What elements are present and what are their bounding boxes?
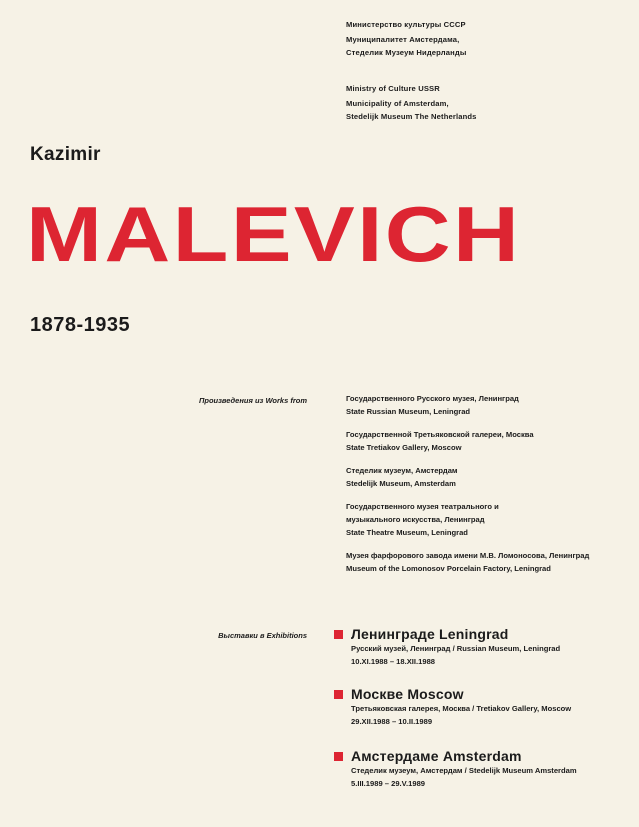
exhibition-item	[334, 626, 560, 668]
header-russian	[346, 18, 466, 59]
work-line: Стеделик музеум, Амстердам	[346, 466, 458, 475]
exhibitions-label: Выставки в Exhibitions	[218, 631, 307, 640]
exhibition-item	[334, 748, 577, 790]
exhibition-item	[334, 686, 571, 728]
header-ru-line: Министерство культуры СССР	[346, 20, 466, 29]
red-square-icon	[334, 752, 343, 761]
artist-first-name: Kazimir	[30, 144, 101, 165]
work-line: State Theatre Museum, Leningrad	[346, 528, 468, 537]
header-en-line: Municipality of Amsterdam,	[346, 99, 449, 108]
header-ru-line: Муниципалитет Амстердама,	[346, 35, 460, 44]
exhibition-city: Москве Moscow	[351, 686, 464, 702]
exhibition-dates: 10.XI.1988 – 18.XII.1988	[351, 657, 436, 666]
exhibition-city: Ленинграде Leningrad	[351, 626, 509, 642]
header-en-line: Stedelijk Museum The Netherlands	[346, 112, 477, 121]
work-line: Государственного музея театрального и	[346, 502, 499, 511]
red-square-icon	[334, 690, 343, 699]
list-item	[346, 392, 631, 418]
work-line: Stedelijk Museum, Amsterdam	[346, 479, 456, 488]
list-item	[346, 549, 631, 575]
red-square-icon	[334, 630, 343, 639]
list-item	[346, 464, 631, 490]
work-line: музыкального искусства, Ленинград	[346, 515, 485, 524]
exhibition-venue: Стеделик музеум, Амстердам / Stedelijk Museum Amsterdam	[351, 766, 577, 775]
exhibition-venue: Русский музей, Ленинград / Russian Museum, Leningrad	[351, 644, 561, 653]
work-line: Государственного Русского музея, Ленинград	[346, 394, 519, 403]
works-from-label: Произведения из Works from	[198, 396, 307, 405]
artist-surname: MALEVICH	[26, 190, 522, 278]
exhibition-city: Амстердаме Amsterdam	[351, 748, 522, 764]
work-line: Museum of the Lomonosov Porcelain Factory, Leningrad	[346, 564, 551, 573]
header-english	[346, 82, 477, 123]
artist-years: 1878-1935	[30, 314, 131, 336]
exhibition-dates: 29.XII.1988 – 10.II.1989	[351, 717, 433, 726]
work-line: State Tretiakov Gallery, Moscow	[346, 443, 462, 452]
header-ru-line: Стеделик Музеум Нидерланды	[346, 48, 467, 57]
exhibition-venue: Третьяковская галерея, Москва / Tretiakov Gallery, Moscow	[351, 704, 572, 713]
work-line: Государственной Третьяковской галереи, Москва	[346, 430, 534, 439]
exhibition-dates: 5.III.1989 – 29.V.1989	[351, 779, 426, 788]
list-item	[346, 428, 631, 454]
header-en-line: Ministry of Culture USSR	[346, 84, 440, 93]
list-item	[346, 500, 631, 539]
works-list	[346, 392, 631, 585]
work-line: Музея фарфорового завода имени М.В. Ломоносова, Ленинград	[346, 551, 590, 560]
work-line: State Russian Museum, Leningrad	[346, 407, 471, 416]
